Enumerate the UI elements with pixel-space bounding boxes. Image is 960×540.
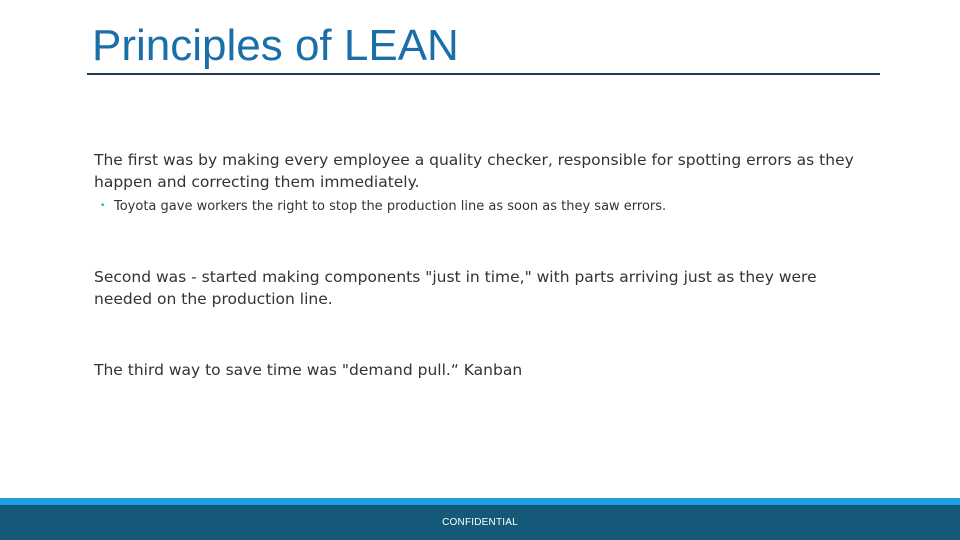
sub-bullet-item <box>100 196 860 217</box>
title-divider <box>87 73 880 75</box>
body-paragraph-3: The third way to save time was "demand pull.“ Kanban <box>94 361 523 379</box>
body-paragraph-1: The first was by making every employee a quality checker, responsible for spotting errors as they happen and correcting them immediately. <box>94 151 854 191</box>
footer-accent-stripe <box>0 498 960 505</box>
slide-title: Principles of LEAN <box>92 21 459 70</box>
sub-bullet-text: Toyota gave workers the right to stop the production line as soon as they saw errors. <box>114 199 667 214</box>
footer-confidential-label: CONFIDENTIAL <box>442 517 518 528</box>
body-paragraph-2: Second was - started making components "just in time," with parts arriving just as they were needed on the production line. <box>94 268 817 308</box>
bullet-icon: • <box>100 201 106 211</box>
